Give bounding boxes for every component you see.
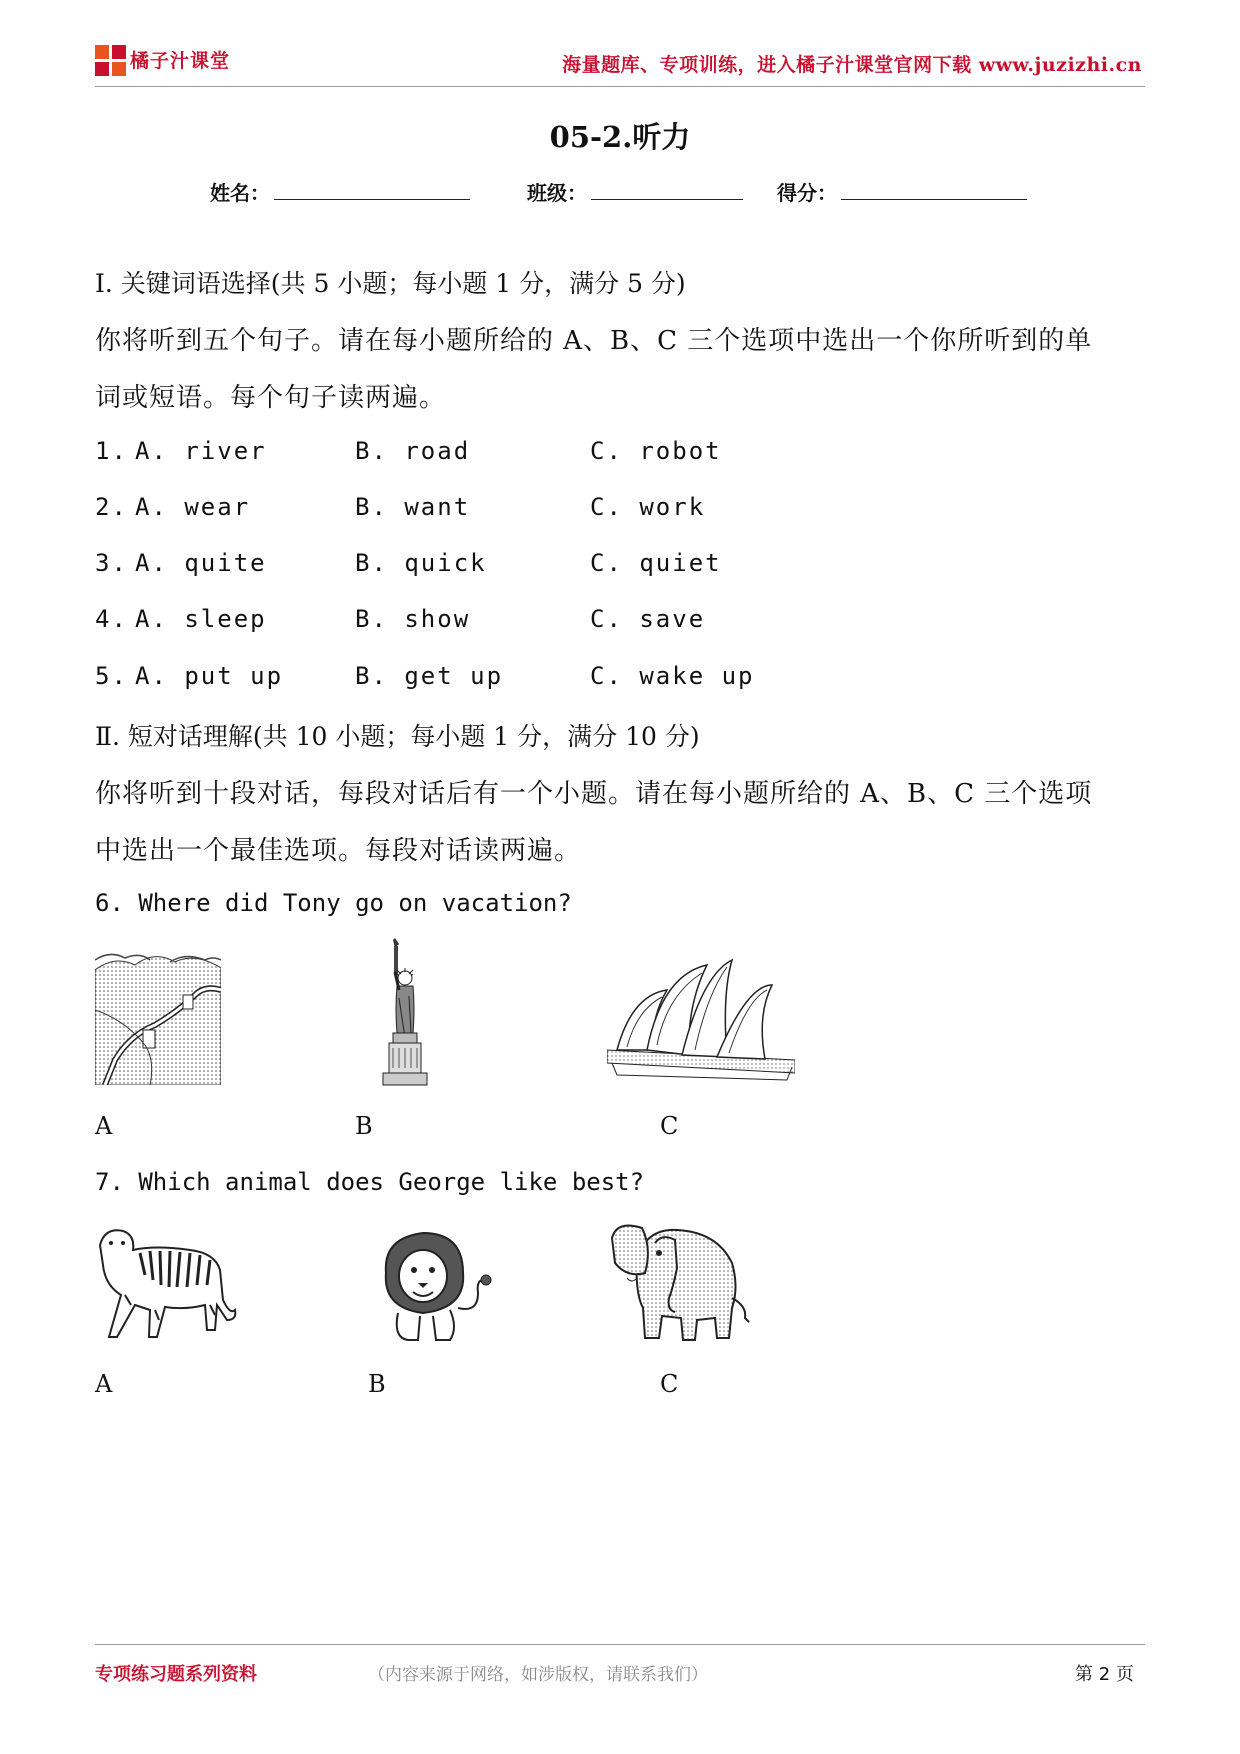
q7-label-a: A — [95, 1370, 113, 1398]
q7-label-b: B — [368, 1370, 386, 1398]
section1-heading: Ⅰ. 关键词语选择(共 5 小题；每小题 1 分，满分 5 分) — [95, 269, 686, 298]
section2-instruction-line1: 你将听到十段对话，每段对话后有一个小题。请在每小题所给的 A、B、C 三个选项 — [95, 779, 1093, 809]
option-a[interactable]: A. put up — [135, 662, 284, 690]
name-blank[interactable] — [274, 195, 470, 200]
logo-icon — [95, 45, 127, 77]
page-number: 第 2 页 — [1075, 1664, 1134, 1685]
question-number: 2. — [95, 493, 128, 521]
score-blank[interactable] — [841, 195, 1027, 200]
option-b[interactable]: B. road — [355, 437, 471, 465]
option-a[interactable]: A. quite — [135, 549, 267, 577]
elephant-picture[interactable] — [607, 1218, 755, 1350]
option-a[interactable]: A. wear — [135, 493, 251, 521]
option-a[interactable]: A. sleep — [135, 605, 267, 633]
score-label: 得分： — [777, 181, 837, 205]
sydney-opera-house-picture[interactable] — [607, 955, 795, 1090]
section2-heading: Ⅱ. 短对话理解(共 10 小题；每小题 1 分，满分 10 分) — [95, 722, 700, 751]
question-7-text: 7. Which animal does George like best? — [95, 1168, 645, 1196]
name-field[interactable] — [210, 177, 470, 206]
logo-text: 橘子汁课堂 — [130, 50, 231, 72]
lion-picture[interactable] — [378, 1228, 496, 1348]
question-6-text: 6. Where did Tony go on vacation? — [95, 889, 572, 917]
q7-label-c: C — [660, 1370, 679, 1398]
question-number: 4. — [95, 605, 128, 633]
class-label: 班级： — [527, 181, 587, 205]
option-b[interactable]: B. get up — [355, 662, 504, 690]
class-field[interactable] — [527, 177, 743, 206]
section1-instruction-line1: 你将听到五个句子。请在每小题所给的 A、B、C 三个选项中选出一个你所听到的单 — [95, 326, 1093, 356]
footer-copyright-note: （内容来源于网络，如涉版权，请联系我们） — [368, 1665, 708, 1685]
header-slogan[interactable]: 海量题库、专项训练，进入橘子汁课堂官网下载 www.juzizhi.cn — [562, 54, 1142, 76]
option-b[interactable]: B. want — [355, 493, 471, 521]
q6-label-a: A — [95, 1112, 113, 1140]
option-a[interactable]: A. river — [135, 437, 267, 465]
option-b[interactable]: B. quick — [355, 549, 487, 577]
option-b[interactable]: B. show — [355, 605, 471, 633]
tiger-picture[interactable] — [95, 1225, 240, 1345]
q6-label-c: C — [660, 1112, 679, 1140]
header-divider — [95, 86, 1145, 87]
question-number: 1. — [95, 437, 128, 465]
page-title: 05-2.听力 — [549, 120, 691, 154]
footer-series-label: 专项练习题系列资料 — [95, 1664, 257, 1685]
option-c[interactable]: C. wake up — [590, 662, 755, 690]
class-blank[interactable] — [591, 195, 743, 200]
footer-divider — [95, 1644, 1145, 1645]
option-c[interactable]: C. quiet — [590, 549, 722, 577]
option-c[interactable]: C. robot — [590, 437, 722, 465]
score-field[interactable] — [777, 177, 1027, 206]
question-number: 3. — [95, 549, 128, 577]
q6-label-b: B — [355, 1112, 373, 1140]
option-c[interactable]: C. work — [590, 493, 706, 521]
name-label: 姓名： — [210, 181, 270, 205]
section1-instruction-line2: 词或短语。每个句子读两遍。 — [95, 383, 447, 413]
great-wall-picture[interactable] — [95, 950, 221, 1085]
statue-of-liberty-picture[interactable] — [375, 938, 435, 1088]
section2-instruction-line2: 中选出一个最佳选项。每段对话读两遍。 — [95, 836, 582, 866]
question-number: 5. — [95, 662, 128, 690]
option-c[interactable]: C. save — [590, 605, 706, 633]
